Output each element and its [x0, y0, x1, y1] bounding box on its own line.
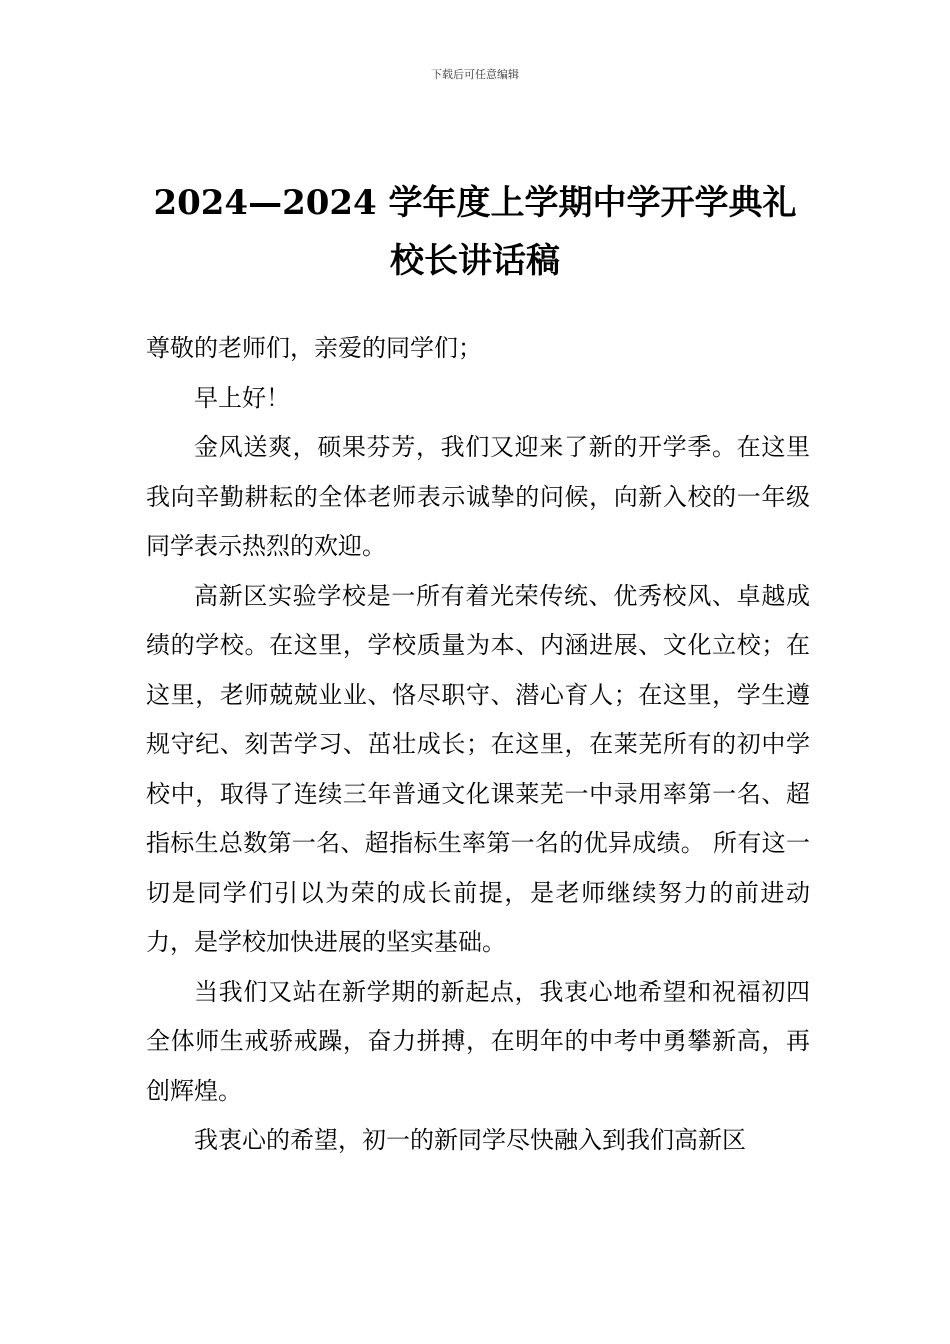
document-body	[146, 324, 810, 1166]
paragraph-2: 高新区实验学校是一所有着光荣传统、优秀校风、卓越成绩的学校。在这里，学校质量为本、内涵进展、文化立校；在这里，老师兢兢业业、恪尽职守、潜心育人；在这里，学生遵规守纪、刻苦学习、茁壮成长；在这里，在莱芜所有的初中学校中，取得了连续三年普通文化课莱芜一中录用率第一名、超指标生总数第一名、超指标生率第一名的优异成绩。 所有这一切是同学们引以为荣的成长前提，是老师继续努力的前进动力，是学校加快进展的坚实基础。	[146, 581, 810, 956]
title-line-1: 2024—2024 学年度上学期中学开学典礼	[153, 183, 797, 223]
document-title	[120, 174, 830, 290]
page-header: 下载后可任意编辑	[431, 68, 519, 81]
title-line-2: 校长讲话稿	[390, 241, 560, 281]
paragraph-1: 金风送爽，硕果芬芳，我们又迎来了新的开学季。在这里我向辛勤耕耘的全体老师表示诚挚的问候，向新入校的一年级同学表示热烈的欢迎。	[146, 433, 810, 560]
paragraph-3: 当我们又站在新学期的新起点，我衷心地希望和祝福初四全体师生戒骄戒躁，奋力拼搏，在明年的中考中勇攀新高，再创辉煌。	[146, 977, 810, 1105]
greeting: 早上好！	[194, 383, 290, 412]
salutation: 尊敬的老师们，亲爱的同学们；	[146, 334, 482, 362]
paragraph-4: 我衷心的希望，初一的新同学尽快融入到我们高新区	[194, 1126, 746, 1154]
